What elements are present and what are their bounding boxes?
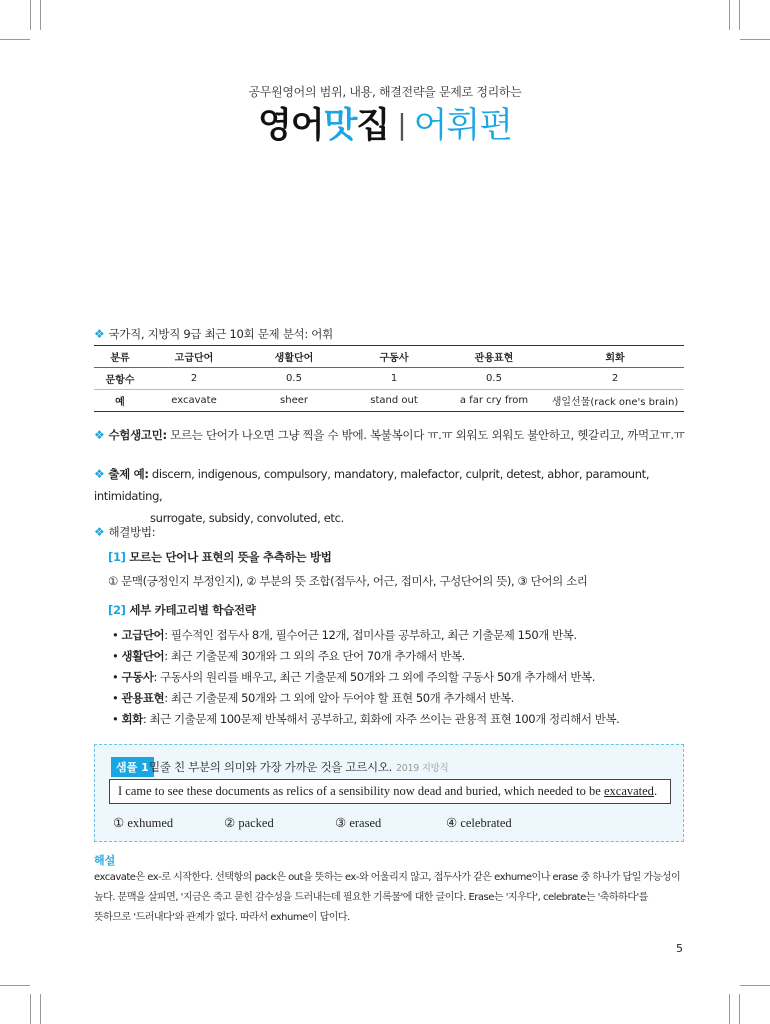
- crop-mark: [739, 994, 740, 1024]
- analysis-table: [94, 345, 684, 412]
- underlined-word: excavated: [603, 784, 654, 798]
- title-subtitle: 어휘편: [413, 106, 513, 146]
- item-text: : 필수적인 접두사 8개, 필수어근 12개, 접미사를 공부하고, 최근 기출문제 150개 반복.: [164, 628, 577, 642]
- list-item: • 회화: 최근 기출문제 100문제 반복해서 공부하고, 회화에 자주 쓰이는 관용적 표현 100개 정리해서 반복.: [112, 712, 620, 726]
- crop-mark: [739, 0, 740, 30]
- item-text: : 구동사의 원리를 배우고, 최근 기출문제 50개와 그 외에 주의할 구동사 50개 추가해서 반복.: [153, 670, 595, 684]
- table-header-cell: 관용표현: [474, 353, 514, 364]
- solution-part-2-heading: [108, 602, 256, 618]
- item-label: 구동사: [121, 670, 154, 684]
- header-subtitle: 공무원영어의 범위, 내용, 해결전략을 문제로 정리하는: [248, 85, 522, 99]
- student-comment: [94, 427, 685, 443]
- table-cell: 2: [190, 373, 198, 384]
- table-header-cell: 분류: [110, 353, 130, 364]
- solution-heading: [94, 524, 155, 540]
- comment-text: 모르는 단어가 나오면 그냥 찍을 수 밖에. 복불복이다 ㅠ.ㅠ 외워도 외워도 불안하고, 헷갈리고, 까먹고ㅠ.ㅠ: [170, 428, 685, 442]
- answer-line: 뜻하므로 '드러내다'와 관계가 없다. 따라서 exhume이 답이다.: [94, 912, 350, 923]
- examples-line-2: surrogate, subsidy, convoluted, etc.: [150, 511, 344, 525]
- item-text: : 최근 기출문제 50개와 그 외에 알아 두어야 할 표현 50개 추가해서 반복.: [164, 691, 514, 705]
- list-item: • 생활단어: 최근 기출문제 30개와 그 외의 주요 단어 70개 추가해서 반복.: [112, 649, 465, 663]
- crop-mark: [0, 985, 30, 986]
- sample-badge: 샘플 1: [111, 757, 154, 777]
- diamond-bullet-icon: ❖: [94, 428, 105, 442]
- item-label: 회화: [121, 712, 143, 726]
- comment-label: 수험생고민:: [108, 428, 167, 442]
- title-part-3: 집: [356, 106, 390, 146]
- table-cell: 2: [611, 373, 619, 384]
- option-2: ② packed: [224, 816, 274, 830]
- part-number: [2]: [108, 603, 126, 617]
- table-header-cell: 구동사: [379, 353, 409, 364]
- list-item: • 관용표현: 최근 기출문제 50개와 그 외에 알아 두어야 할 표현 50개 추가해서 반복.: [112, 691, 514, 705]
- examples-line-1: discern, indigenous, compulsory, mandatory, malefactor, culprit, detest, abhor, paramount, intimidating,: [94, 467, 650, 503]
- part-title: 모르는 단어나 표현의 뜻을 추측하는 방법: [129, 550, 332, 564]
- diamond-bullet-icon: ❖: [94, 327, 105, 341]
- diamond-bullet-icon: ❖: [94, 467, 105, 481]
- sample-question: [149, 759, 448, 775]
- table-row: [94, 390, 684, 412]
- crop-mark: [30, 994, 31, 1024]
- table-row: [94, 368, 684, 390]
- table-cell: stand out: [370, 395, 418, 406]
- title-part-1: 영어: [257, 106, 324, 146]
- page-number: 5: [676, 942, 683, 955]
- answer-line: 높다. 문맥을 살피면, '지금은 죽고 묻힌 감수성을 드러내는데 필요한 기록물'에 대한 글이다. Erase는 '지우다', celebrate는 '축하하다'를: [94, 892, 648, 903]
- list-item: • 고급단어: 필수적인 접두사 8개, 필수어근 12개, 접미사를 공부하고, 최근 기출문제 150개 반복.: [112, 628, 577, 642]
- item-label: 고급단어: [121, 628, 165, 642]
- solution-heading-text: 해결방법:: [108, 525, 156, 539]
- sample-sentence: [109, 779, 671, 804]
- crop-mark: [740, 985, 770, 986]
- crop-mark: [30, 0, 31, 30]
- book-title: [0, 104, 770, 150]
- answer-explanation: [94, 868, 688, 928]
- title-separator: |: [397, 108, 406, 141]
- sentence-before: I came to see these documents as relics of a sensibility now dead and buried, which needed to be: [118, 784, 604, 798]
- crop-mark: [729, 0, 730, 30]
- sentence-after: .: [653, 784, 658, 798]
- solution-part-1-heading: [108, 549, 332, 565]
- option-3: ③ erased: [335, 816, 382, 830]
- table-header-row: [94, 346, 684, 368]
- item-label: 생활단어: [121, 649, 165, 663]
- crop-mark: [740, 39, 770, 40]
- part-title: 세부 카테고리별 학습전략: [129, 603, 256, 617]
- crop-mark: [40, 0, 41, 30]
- item-text: : 최근 기출문제 100문제 반복해서 공부하고, 회화에 자주 쓰이는 관용적 표현 100개 정리해서 반복.: [142, 712, 620, 726]
- item-text: : 최근 기출문제 30개와 그 외의 주요 단어 70개 추가해서 반복.: [164, 649, 465, 663]
- table-cell: 생일선물(rack one's brain): [551, 397, 679, 408]
- table-cell: 0.5: [486, 373, 502, 384]
- table-header-cell: 고급단어: [174, 353, 214, 364]
- solution-part-1-text: ① 문맥(긍정인지 부정인지), ② 부분의 뜻 조합(접두사, 어근, 접미사, 구성단어의 뜻), ③ 단어의 소리: [108, 574, 588, 588]
- table-cell: a far cry from: [459, 395, 529, 406]
- examples-label: 출제 예:: [108, 467, 149, 481]
- question-year: 2019 지방직: [396, 763, 449, 774]
- part-number: [1]: [108, 550, 126, 564]
- table-header-cell: 생활단어: [274, 353, 314, 364]
- option-1: ① exhumed: [113, 816, 174, 830]
- table-cell: 예: [115, 397, 125, 408]
- answer-heading: 해설: [94, 854, 116, 867]
- exam-examples: [94, 463, 688, 529]
- table-cell: 문항수: [105, 375, 135, 386]
- answer-options: [113, 815, 557, 831]
- sample-question-box: [94, 744, 684, 842]
- question-text: 밑줄 친 부분의 의미와 가장 가까운 것을 고르시오.: [149, 760, 393, 774]
- answer-line: excavate은 ex-로 시작한다. 선택항의 pack은 out을 뜻하는 ex-와 어울리지 않고, 접두사가 같은 exhume이나 erase 중 하나가 답일 가능성이: [94, 872, 681, 883]
- item-label: 관용표현: [121, 691, 165, 705]
- diamond-bullet-icon: ❖: [94, 525, 105, 539]
- crop-mark: [40, 994, 41, 1024]
- table-cell: excavate: [171, 395, 217, 406]
- list-item: • 구동사: 구동사의 원리를 배우고, 최근 기출문제 50개와 그 외에 주의할 구동사 50개 추가해서 반복.: [112, 670, 595, 684]
- analysis-heading: [94, 326, 333, 342]
- crop-mark: [729, 994, 730, 1024]
- table-cell: 0.5: [286, 373, 302, 384]
- table-cell: sheer: [280, 395, 308, 406]
- analysis-heading-text: 국가직, 지방직 9급 최근 10회 문제 분석: 어휘: [108, 327, 333, 341]
- option-4: ④ celebrated: [446, 816, 512, 830]
- crop-mark: [0, 39, 30, 40]
- title-part-2: 맛: [323, 106, 357, 146]
- table-cell: 1: [390, 373, 398, 384]
- table-header-cell: 회화: [605, 353, 625, 364]
